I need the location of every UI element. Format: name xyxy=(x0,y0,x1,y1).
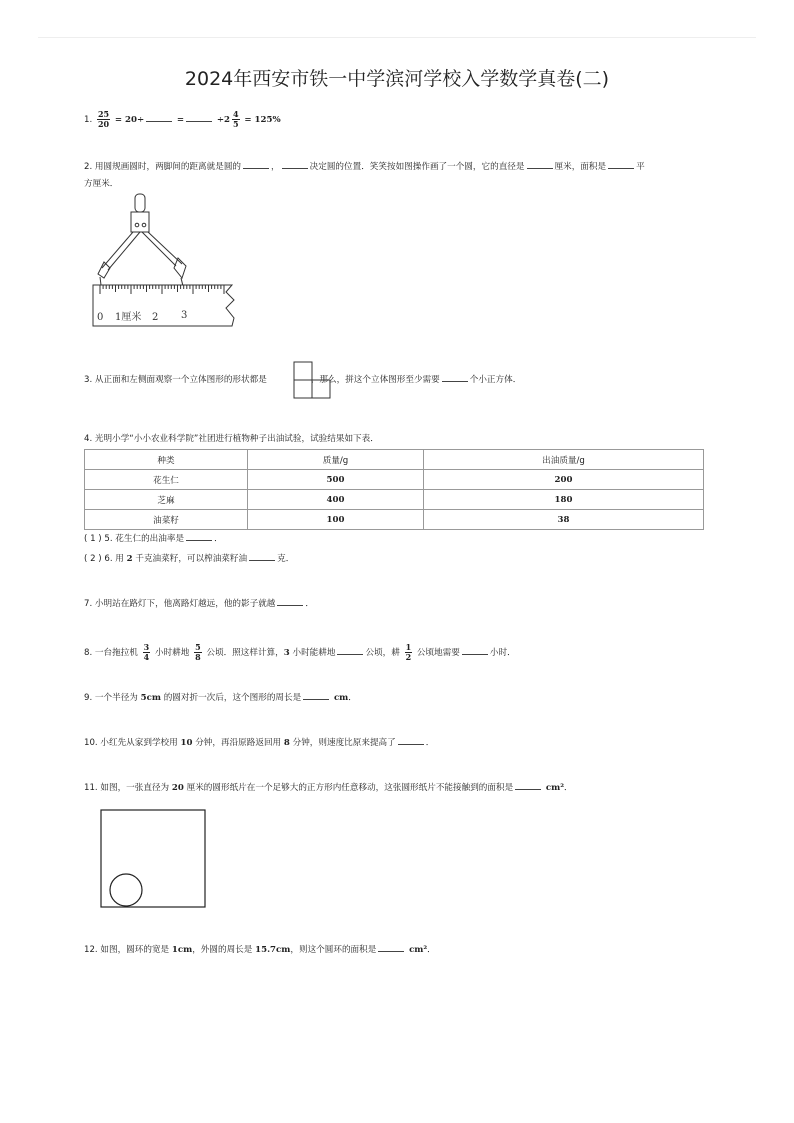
answer-blank[interactable] xyxy=(442,372,468,382)
answer-blank[interactable] xyxy=(608,159,634,169)
question-8: 8. 一台拖拉机 $\frac{3}{4}$ 小时耕地 $\frac{5}{8}$ 公顷．照这样计算，3 小时能耕地 公顷，耕 $\frac{1}{2}$ 公顷地需要 小时． xyxy=(84,642,516,662)
question-12: 12. 如图，圆环的宽是 1cm，外圆的周长是 15.7cm，则这个圆环的面积是 cm²． xyxy=(84,942,436,957)
answer-blank[interactable] xyxy=(515,780,541,790)
q1-mixed-fraction: $\frac{4}{5}$ xyxy=(233,109,239,129)
square-shape xyxy=(101,810,205,907)
circle-paper-shape xyxy=(110,874,142,906)
compass-icon xyxy=(98,194,186,286)
page-title: 2024年西安市铁一中学滨河学校入学数学真卷(二) xyxy=(184,68,610,90)
question-1: 1. $\frac{25}{20}$ = 20÷ = ÷2 $\frac{4}{5}$ = 125% xyxy=(84,109,281,129)
table-cell: 38 xyxy=(424,510,704,530)
question-7: 7. 小明站在路灯下，他离路灯越远，他的影子就越 ． xyxy=(84,596,314,611)
answer-blank[interactable] xyxy=(337,645,363,655)
answer-blank[interactable] xyxy=(378,942,404,952)
cube-view-shape xyxy=(293,361,333,401)
table-header: 种类 xyxy=(85,450,248,470)
page-top-rule xyxy=(38,37,756,38)
answer-blank[interactable] xyxy=(277,596,303,606)
table-cell: 芝麻 xyxy=(85,490,248,510)
answer-blank[interactable] xyxy=(282,159,308,169)
table-cell: 180 xyxy=(424,490,704,510)
answer-blank[interactable] xyxy=(243,159,269,169)
oil-yield-table xyxy=(84,449,704,530)
question-10: 10. 小红先从家到学校用 10 分钟，再沿原路返回用 8 分钟，则速度比原来提高了 ． xyxy=(84,735,434,750)
ruler-label-1: 1厘米 xyxy=(115,312,142,323)
question-3: 3. 从正面和左侧面观察一个立体图形的形状都是 ，那么，拼这个立体图形至少需要 个小正方体． xyxy=(84,372,521,387)
ruler-label-2: 2 xyxy=(152,312,159,323)
answer-blank[interactable] xyxy=(249,551,275,561)
ruler-label-0: 0 xyxy=(97,312,104,323)
table-header: 质量/g xyxy=(248,450,424,470)
table-cell: 100 xyxy=(248,510,424,530)
table-cell: 500 xyxy=(248,470,424,490)
table-header-row xyxy=(85,450,704,470)
question-2-line2: 方厘米． xyxy=(84,179,119,189)
table-header: 出油质量/g xyxy=(424,450,704,470)
question-4-sub1: ( 1 ) 5. 花生仁的出油率是 ． xyxy=(84,531,223,546)
table-cell: 油菜籽 xyxy=(85,510,248,530)
question-4-sub2: ( 2 ) 6. 用 2 千克油菜籽，可以榨油菜籽油 克． xyxy=(84,551,294,566)
ruler-label-3: 3 xyxy=(181,310,188,321)
question-9: 9. 一个半径为 5cm 的圆对折一次后，这个图形的周长是 cm． xyxy=(84,690,357,705)
answer-blank[interactable] xyxy=(186,112,212,122)
table-row xyxy=(85,470,704,490)
question-4: 4. 光明小学“小小农业科学院”社团进行植物种子出油试验，试验结果如下表． xyxy=(84,434,379,444)
answer-blank[interactable] xyxy=(146,112,172,122)
answer-blank[interactable] xyxy=(462,645,488,655)
q1-fraction: $\frac{25}{20}$ xyxy=(97,109,110,129)
table-cell: 花生仁 xyxy=(85,470,248,490)
table-row xyxy=(85,510,704,530)
table-cell: 200 xyxy=(424,470,704,490)
question-11: 11. 如图，一张直径为 20 厘米的圆形纸片在一个足够大的正方形内任意移动，这张圆形纸片不能接触到的面积是 cm²． xyxy=(84,780,573,795)
answer-blank[interactable] xyxy=(303,690,329,700)
compass-ruler-figure xyxy=(90,190,240,330)
table-cell: 400 xyxy=(248,490,424,510)
question-2: 2. 用圆规画圆时，两脚间的距离就是圆的 ， 决定圆的位置．笑笑按如图操作画了一个圆，它的直径是 厘米，面积是 平 xyxy=(84,159,645,174)
table-row xyxy=(85,490,704,510)
answer-blank[interactable] xyxy=(186,531,212,541)
q1-number: 1. xyxy=(84,115,93,125)
answer-blank[interactable] xyxy=(398,735,424,745)
answer-blank[interactable] xyxy=(527,159,553,169)
square-circle-figure xyxy=(99,808,209,910)
